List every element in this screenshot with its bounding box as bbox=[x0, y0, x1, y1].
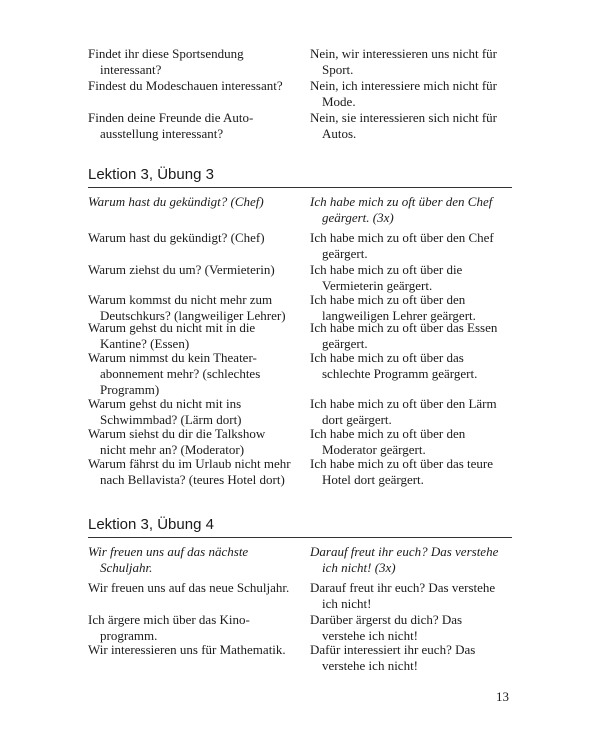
prompt-line: interessant? bbox=[100, 62, 162, 77]
prompt-line: Ich ärgere mich über das Kino- bbox=[88, 612, 250, 627]
answer-line: verstehe ich nicht! bbox=[322, 628, 419, 643]
answer bbox=[310, 544, 525, 576]
answer-line: Ich habe mich zu oft über die bbox=[310, 262, 463, 277]
prompt-line: Findest du Modeschauen interessant? bbox=[88, 78, 283, 93]
prompt-line: Warum fährst du im Urlaub nicht mehr bbox=[88, 456, 291, 471]
answer-line: Ich habe mich zu oft über das bbox=[310, 350, 464, 365]
prompt bbox=[88, 544, 298, 576]
answer bbox=[310, 320, 525, 352]
prompt-line: Warum hast du gekündigt? (Chef) bbox=[88, 194, 264, 209]
prompt-line: Warum nimmst du kein Theater- bbox=[88, 350, 257, 365]
prompt bbox=[88, 78, 298, 94]
answer-line: Sport. bbox=[322, 62, 354, 77]
prompt-line: Programm) bbox=[100, 382, 160, 397]
prompt-line: Warum gehst du nicht mit ins bbox=[88, 396, 242, 411]
answer-line: Ich habe mich zu oft über den Chef bbox=[310, 194, 493, 209]
answer-line: verstehe ich nicht! bbox=[322, 658, 419, 673]
answer bbox=[310, 350, 525, 382]
section-heading: Lektion 3, Übung 3 bbox=[88, 166, 512, 188]
answer bbox=[310, 456, 525, 488]
answer bbox=[310, 262, 525, 294]
prompt-line: Findet ihr diese Sportsendung bbox=[88, 46, 244, 61]
prompt-line: Warum siehst du dir die Talkshow bbox=[88, 426, 266, 441]
answer-line: Ich habe mich zu oft über den Chef bbox=[310, 230, 494, 245]
answer bbox=[310, 612, 525, 644]
prompt bbox=[88, 350, 298, 398]
answer bbox=[310, 46, 525, 78]
prompt-line: Wir freuen uns auf das neue Schuljahr. bbox=[88, 580, 290, 595]
prompt-line: Schuljahr. bbox=[100, 560, 153, 575]
answer-line: ich nicht! (3x) bbox=[322, 560, 396, 575]
answer-line: langweiligen Lehrer geärgert. bbox=[322, 308, 476, 323]
prompt-line: ausstellung interessant? bbox=[100, 126, 224, 141]
answer bbox=[310, 580, 525, 612]
answer-line: Dafür interessiert ihr euch? Das bbox=[310, 642, 476, 657]
prompt-line: nicht mehr an? (Moderator) bbox=[100, 442, 245, 457]
answer-line: Darauf freut ihr euch? Das verstehe bbox=[310, 544, 499, 559]
answer-line: Ich habe mich zu oft über den bbox=[310, 292, 466, 307]
answer-line: dort geärgert. bbox=[322, 412, 392, 427]
answer bbox=[310, 642, 525, 674]
prompt bbox=[88, 194, 298, 210]
answer-line: Mode. bbox=[322, 94, 356, 109]
answer bbox=[310, 78, 525, 110]
prompt bbox=[88, 110, 298, 142]
prompt-line: Wir interessieren uns für Mathematik. bbox=[88, 642, 286, 657]
answer-line: geärgert. bbox=[322, 246, 368, 261]
answer-line: Ich habe mich zu oft über das Essen bbox=[310, 320, 498, 335]
answer bbox=[310, 110, 525, 142]
prompt-line: Warum gehst du nicht mit in die bbox=[88, 320, 256, 335]
prompt bbox=[88, 262, 298, 278]
prompt bbox=[88, 320, 298, 352]
answer-line: Nein, sie interessieren sich nicht für bbox=[310, 110, 497, 125]
prompt bbox=[88, 46, 298, 78]
answer-line: Nein, wir interessieren uns nicht für bbox=[310, 46, 498, 61]
prompt-line: Warum kommst du nicht mehr zum bbox=[88, 292, 273, 307]
prompt bbox=[88, 230, 298, 246]
prompt-line: Warum hast du gekündigt? (Chef) bbox=[88, 230, 265, 245]
prompt-line: Wir freuen uns auf das nächste bbox=[88, 544, 249, 559]
prompt-line: Warum ziehst du um? (Vermieterin) bbox=[88, 262, 275, 277]
prompt-line: abonnement mehr? (schlechtes bbox=[100, 366, 261, 381]
prompt bbox=[88, 612, 298, 644]
answer bbox=[310, 194, 525, 226]
answer-line: geärgert. bbox=[322, 336, 368, 351]
answer-line: Darüber ärgerst du dich? Das bbox=[310, 612, 463, 627]
answer-line: Nein, ich interessiere mich nicht für bbox=[310, 78, 497, 93]
prompt-line: nach Bellavista? (teures Hotel dort) bbox=[100, 472, 285, 487]
answer-line: geärgert. (3x) bbox=[322, 210, 394, 225]
prompt bbox=[88, 642, 298, 658]
prompt-line: Deutschkurs? (langweiliger Lehrer) bbox=[100, 308, 286, 323]
prompt bbox=[88, 396, 298, 428]
answer-line: ich nicht! bbox=[322, 596, 372, 611]
prompt-line: Kantine? (Essen) bbox=[100, 336, 190, 351]
prompt-line: Schwimmbad? (Lärm dort) bbox=[100, 412, 242, 427]
prompt-line: programm. bbox=[100, 628, 158, 643]
answer bbox=[310, 230, 525, 262]
prompt bbox=[88, 456, 298, 488]
answer-line: Darauf freut ihr euch? Das verstehe bbox=[310, 580, 496, 595]
answer-line: Ich habe mich zu oft über den Lärm bbox=[310, 396, 497, 411]
answer-line: schlechte Programm geärgert. bbox=[322, 366, 478, 381]
prompt bbox=[88, 580, 298, 596]
answer-line: Autos. bbox=[322, 126, 357, 141]
answer-line: Ich habe mich zu oft über den bbox=[310, 426, 466, 441]
answer bbox=[310, 426, 525, 458]
answer-line: Ich habe mich zu oft über das teure bbox=[310, 456, 494, 471]
prompt bbox=[88, 426, 298, 458]
answer-line: Hotel dort geärgert. bbox=[322, 472, 424, 487]
prompt-line: Finden deine Freunde die Auto- bbox=[88, 110, 254, 125]
answer-line: Vermieterin geärgert. bbox=[322, 278, 433, 293]
page-number: 13 bbox=[496, 689, 509, 704]
answer-line: Moderator geärgert. bbox=[322, 442, 426, 457]
answer bbox=[310, 396, 525, 428]
section-heading: Lektion 3, Übung 4 bbox=[88, 516, 512, 538]
